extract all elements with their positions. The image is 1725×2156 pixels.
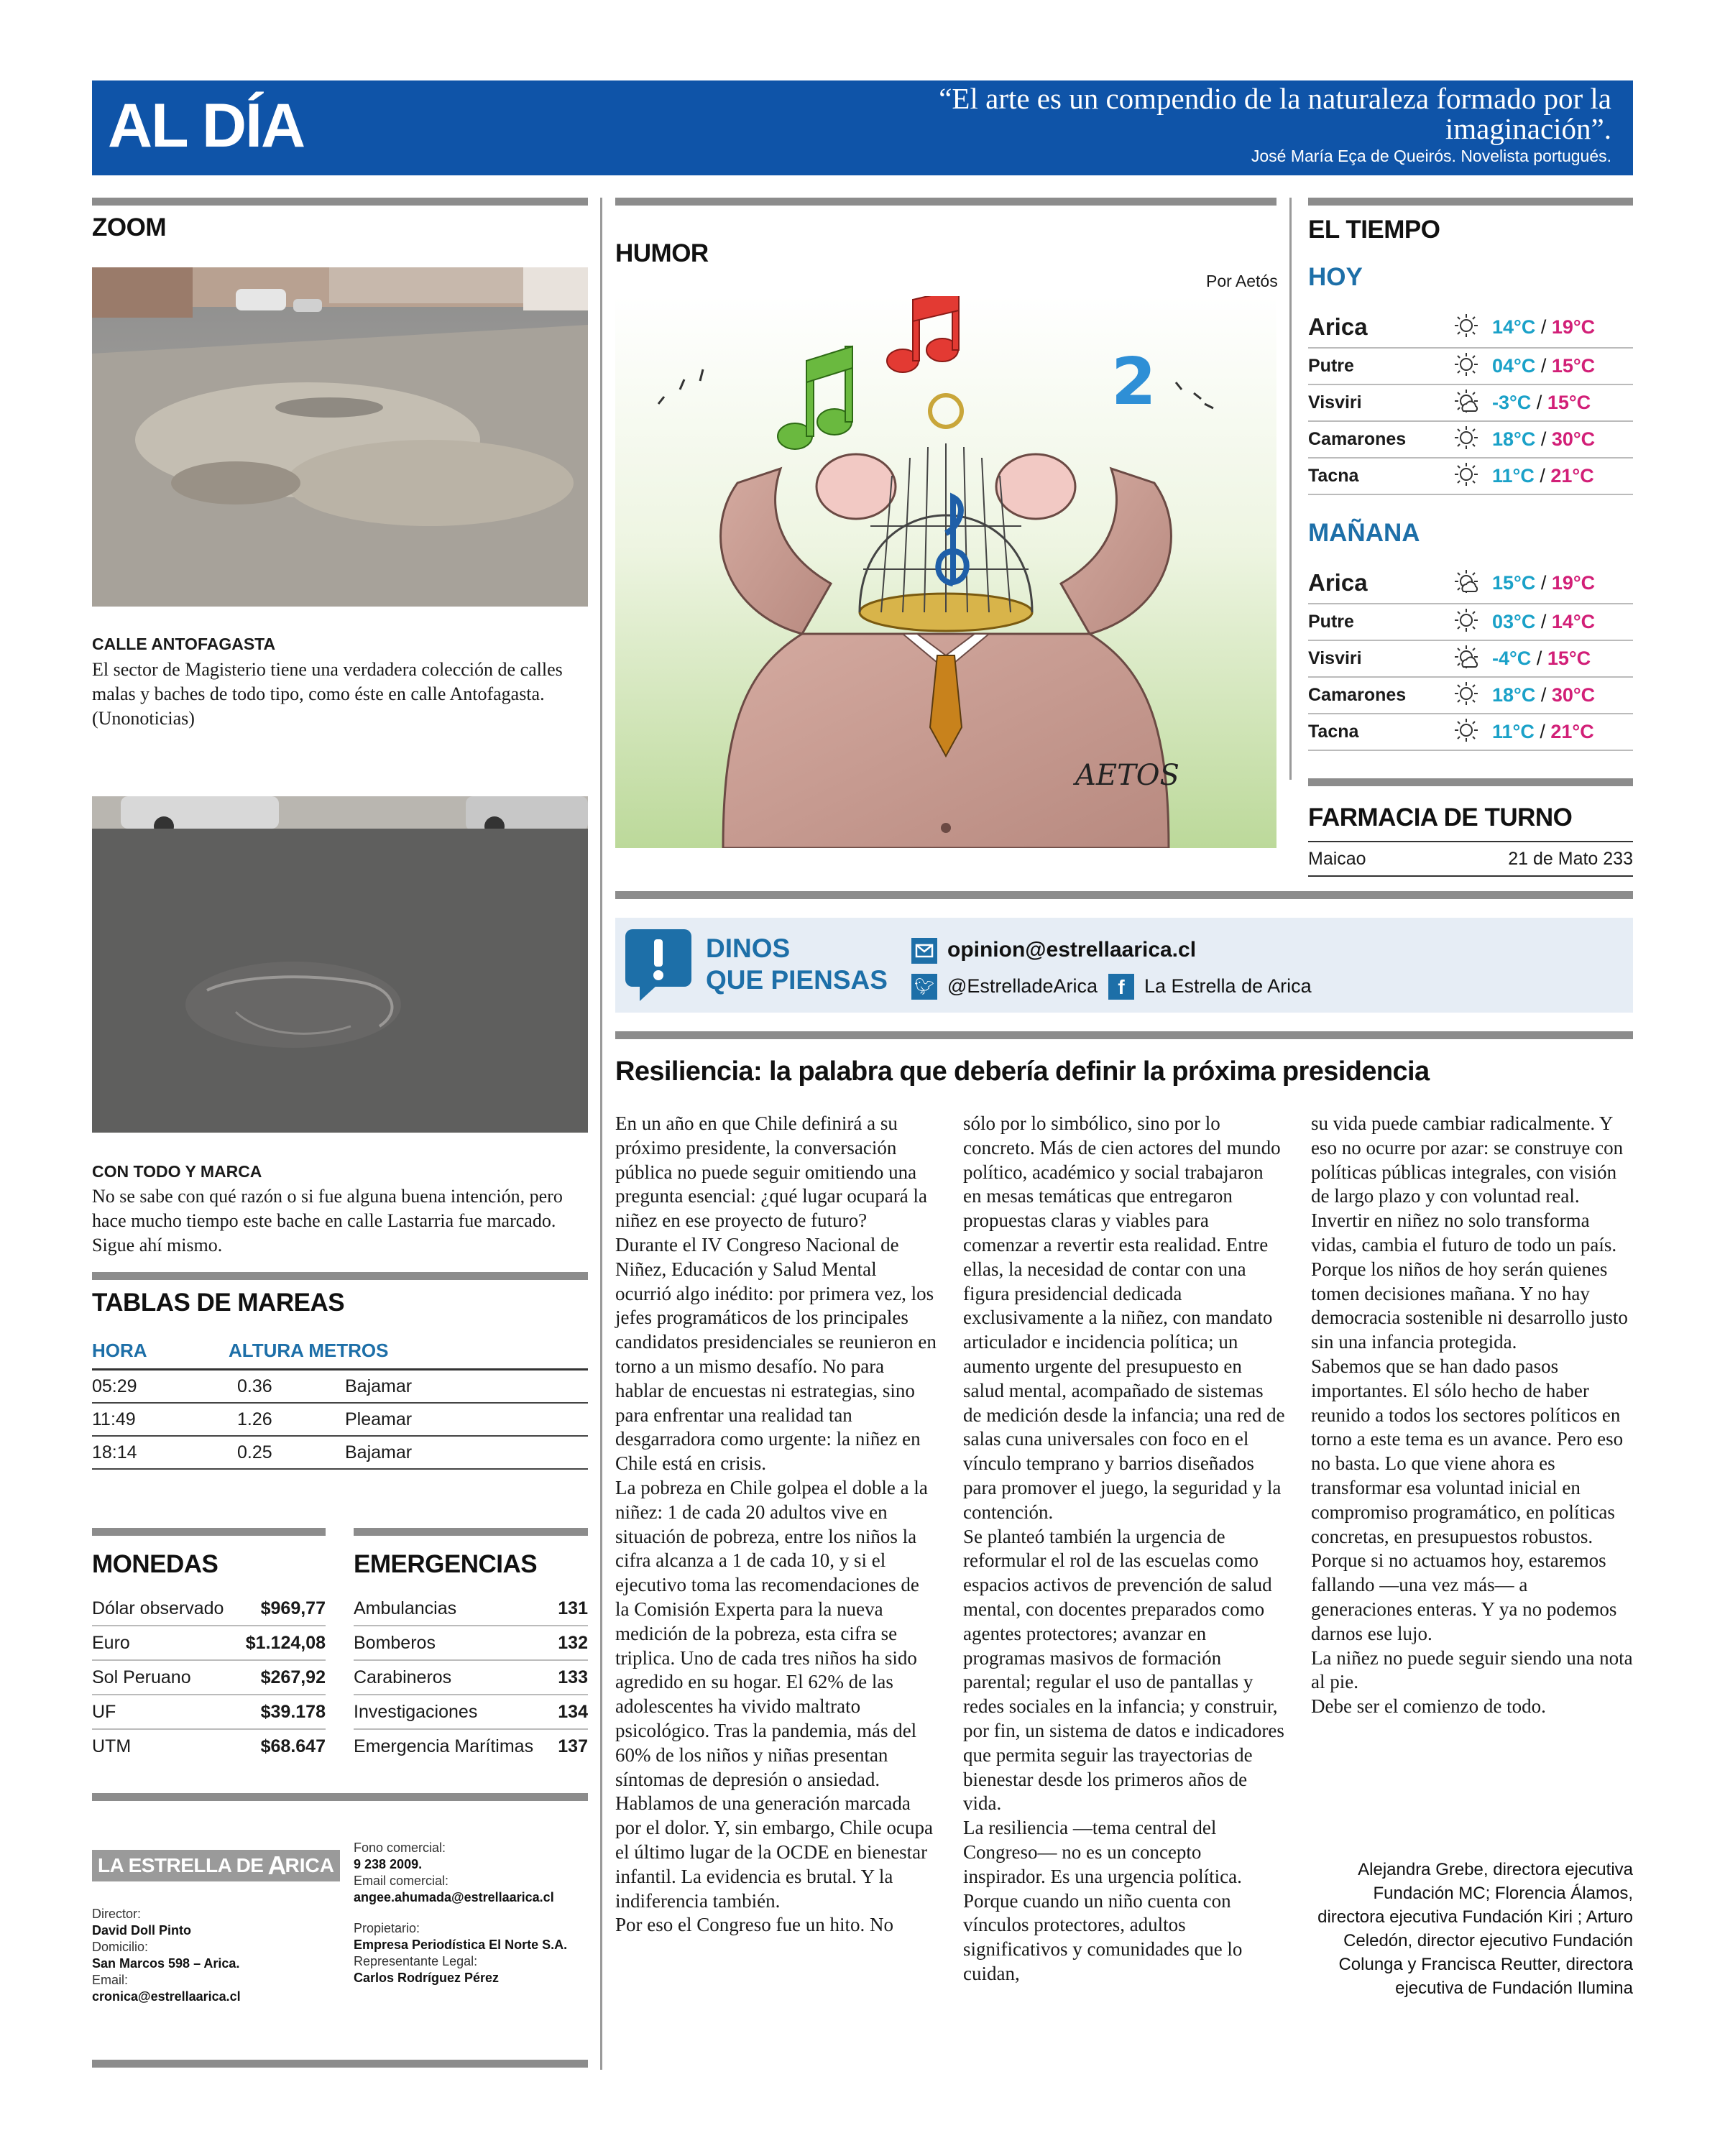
weather-city: Putre — [1308, 356, 1354, 376]
humor-cartoon — [615, 296, 1276, 848]
weather-city: Putre — [1308, 612, 1354, 632]
email-icon — [911, 938, 937, 964]
emergencias-title: EMERGENCIAS — [354, 1550, 538, 1578]
moneda-name: Euro — [92, 1632, 130, 1653]
temp-separator: / — [1534, 465, 1551, 487]
tide-altura: 1.26 — [237, 1409, 272, 1429]
tides-title: TABLAS DE MAREAS — [92, 1289, 345, 1317]
temp-min: 03°C — [1492, 611, 1536, 632]
dinos-facebook-link[interactable]: La Estrella de Arica — [1144, 975, 1312, 997]
partly-cloudy-icon — [1452, 387, 1492, 419]
masthead-left-info — [92, 1906, 336, 2005]
weather-city: Tacna — [1308, 466, 1359, 486]
temp-separator: / — [1534, 721, 1551, 742]
zoom-title: ZOOM — [92, 213, 166, 241]
cartoon-signature: AETOS — [1075, 759, 1179, 792]
weather-city: Arica — [1308, 569, 1368, 596]
emergencia-row — [354, 1592, 588, 1626]
article-paragraph: La pobreza en Chile golpea el doble a la niñez: 1 de cada 20 adultos vive en situación de pobreza, entre los niños la cifra alcanza a 1 de cada 10, y si el ejecutivo toma las recomendaciones de la Comisión Experta para la nueva medición de la pobreza, esta cifra se triplica. Uno de cada tres niños ha sido agredido en su hogar. El 62% de las adolescentes ha vivido maltrato psicológico. Tras la pandemia, más del 60% de los niños y niñas presentan síntomas de depresión o ansiedad. Hablamos de una generación marcada por el dolor. Y, sin embargo, Chile ocupa el último lugar de la OCDE en bienestar infantil. La evidencia es brutal. Y la indiferencia también. — [615, 1476, 933, 1912]
weather-row-manana — [1308, 714, 1633, 751]
farmacia-row — [1308, 841, 1633, 877]
temp-separator: / — [1535, 611, 1552, 632]
tide-altura: 0.36 — [237, 1376, 272, 1396]
temp-separator: / — [1535, 355, 1552, 377]
email-label: Email: — [92, 1973, 129, 1987]
rep: Carlos Rodríguez Pérez — [354, 1971, 500, 1985]
emergencias-top-rule — [354, 1528, 588, 1536]
zoom-photo-antofagasta — [92, 267, 588, 607]
article-paragraph: Sabemos que se han dado pasos importantes. El sólo hecho de haber reunido a todos los sectores políticos en torno a este tema es un avance. Pero eso no basta. Lo que viene ahora es transformar esa voluntad inicial en compromiso programático, en políticas concretas, en presupuestos robustos. Porque si no actuamos hoy, estaremos fallando —una vez más— a generaciones enteras. Y ya no podemos darnos ese lujo. — [1311, 1355, 1624, 1644]
emergencia-number: 137 — [558, 1736, 588, 1756]
moneda-name: Dólar observado — [92, 1598, 224, 1618]
temp-separator: / — [1531, 648, 1547, 669]
sun-icon — [1452, 423, 1492, 456]
temp-min: 14°C — [1492, 315, 1536, 338]
moneda-row — [92, 1730, 326, 1763]
temp-min: 04°C — [1492, 355, 1536, 377]
emergencia-name: Carabineros — [354, 1667, 452, 1687]
article-column-2 — [963, 1112, 1285, 1986]
masthead-bottom-rule — [92, 2060, 588, 2068]
weather-row-hoy — [1308, 385, 1633, 422]
propietario-label: Propietario: — [354, 1921, 420, 1935]
emergencia-number: 134 — [558, 1701, 588, 1722]
emergencia-number: 132 — [558, 1632, 588, 1653]
temp-separator: / — [1535, 428, 1552, 450]
article-paragraph: su vida puede cambiar radicalmente. Y eso no ocurre por azar: se construye con políticas públicas integrales, con visión de largo plazo y con voluntad real. — [1311, 1112, 1624, 1207]
moneda-value: $267,92 — [260, 1667, 326, 1687]
temp-max: 15°C — [1551, 355, 1596, 377]
emergencia-number: 133 — [558, 1667, 588, 1687]
dinos-top-rule — [615, 891, 1633, 899]
weather-row-manana — [1308, 641, 1633, 678]
zoom-caption-title-1: CALLE ANTOFAGASTA — [92, 635, 276, 653]
sun-icon — [1452, 350, 1492, 382]
emergencia-row — [354, 1661, 588, 1695]
propietario: Empresa Periodística El Norte S.A. — [354, 1938, 568, 1952]
tide-hora: 05:29 — [92, 1376, 137, 1396]
emergencia-number: 131 — [558, 1598, 588, 1618]
emergencia-name: Ambulancias — [354, 1598, 457, 1618]
temp-min: 15°C — [1492, 571, 1536, 594]
humor-title: HUMOR — [615, 239, 709, 267]
dinos-email-link[interactable]: opinion@estrellaarica.cl — [947, 938, 1197, 962]
fono: 9 238 2009. — [354, 1857, 423, 1871]
temp-max: 30°C — [1551, 428, 1596, 450]
sun-icon — [1452, 311, 1492, 344]
zoom-photo-lastarria — [92, 796, 588, 1133]
tide-hora: 11:49 — [92, 1409, 136, 1429]
temp-min: 18°C — [1492, 428, 1536, 450]
article-signature: Alejandra Grebe, directora ejecutiva Fundación MC; Florencia Álamos, directora ejecutiva Fundación Kiri ; Arturo Celedón, director ejecutivo Fundación Colunga y Francisca Reutter, directora ejecutiva de Fundación Ilumina — [1317, 1860, 1633, 1998]
weather-row-manana — [1308, 563, 1633, 604]
fono-label: Fono comercial: — [354, 1841, 446, 1855]
twitter-icon: 🐦︎ — [911, 974, 937, 1000]
emergencia-row — [354, 1626, 588, 1661]
emergencia-name: Emergencia Marítimas — [354, 1736, 534, 1756]
temp-max: 21°C — [1550, 721, 1594, 742]
temp-max: 14°C — [1551, 611, 1596, 632]
temp-separator: / — [1535, 684, 1552, 706]
domicilio-label: Domicilio: — [92, 1940, 149, 1954]
dinos-twitter-link[interactable]: @EstrelladeArica — [947, 975, 1098, 997]
temp-max: 19°C — [1551, 571, 1596, 594]
temp-separator: / — [1535, 315, 1552, 338]
header-quote: “El arte es un compendio de la naturaleza formado por la imaginación”. — [939, 82, 1611, 145]
dinos-banner — [615, 918, 1633, 1013]
farmacia-name: Maicao — [1308, 848, 1366, 869]
director-label: Director: — [92, 1907, 142, 1921]
section-header-bar — [92, 80, 1633, 175]
weather-row-hoy — [1308, 459, 1633, 495]
dinos-line1: DINOS — [706, 934, 791, 963]
article-headline: Resiliencia: la palabra que debería definir la próxima presidencia — [615, 1056, 1430, 1087]
temp-separator: / — [1531, 392, 1547, 413]
tide-tipo: Bajamar — [345, 1376, 413, 1396]
temp-max: 15°C — [1547, 392, 1591, 413]
emergencia-row — [354, 1695, 588, 1730]
email: cronica@estrellaarica.cl — [92, 1989, 241, 2004]
temp-max: 21°C — [1550, 465, 1594, 487]
column-divider-left — [600, 198, 602, 2070]
article-paragraph: Durante el IV Congreso Nacional de Niñez, Educación y Salud Mental ocurrió algo inédito: por primera vez, los jefes programáticos de los principales candidatos presidenciales se reunieron en torno a un mismo desafío. No para hablar de encuestas ni estrategias, sino para enfrentar una realidad tan desgarradora como urgente: la niñez en Chile está en crisis. — [615, 1233, 937, 1475]
moneda-name: UF — [92, 1701, 116, 1722]
partly-cloudy-icon — [1452, 642, 1492, 675]
weather-row-manana — [1308, 604, 1633, 641]
logo-text: RICA — [285, 1854, 334, 1876]
sun-icon — [1452, 679, 1492, 711]
weather-city: Visviri — [1308, 648, 1362, 668]
temp-min: 11°C — [1492, 465, 1535, 487]
weather-row-manana — [1308, 678, 1633, 714]
weather-row-hoy — [1308, 349, 1633, 385]
moneda-value: $68.647 — [260, 1736, 326, 1756]
moneda-row — [92, 1661, 326, 1695]
farmacia-top-rule — [1308, 778, 1633, 786]
article-top-rule — [615, 1031, 1633, 1039]
tides-col-altura: ALTURA METROS — [229, 1340, 389, 1361]
column-divider-right — [1289, 198, 1292, 780]
weather-city: Camarones — [1308, 429, 1407, 449]
article-column-1 — [615, 1112, 937, 1938]
weather-row-hoy — [1308, 307, 1633, 349]
moneda-value: $39.178 — [260, 1701, 326, 1722]
header-quote-author: José María Eça de Queirós. Novelista portugués. — [1251, 147, 1611, 165]
tide-altura: 0.25 — [237, 1442, 272, 1462]
emergencia-name: Investigaciones — [354, 1701, 478, 1722]
logo-a-icon: A — [267, 1851, 287, 1880]
email-com-label: Email comercial: — [354, 1874, 449, 1888]
article-paragraph: La resiliencia —tema central del Congreso— no es un concepto inspirador. Es una urgencia política. Porque cuando un niño cuenta con vínculos protectores, adultos significativos y comunidades que lo cuidan, — [963, 1817, 1243, 1984]
tide-hora: 18:14 — [92, 1442, 137, 1462]
weather-hoy-label: HOY — [1308, 263, 1363, 291]
facebook-icon: f — [1108, 974, 1134, 1000]
weather-top-rule — [1308, 198, 1633, 206]
tides-header-row — [92, 1337, 588, 1370]
tides-top-rule — [92, 1272, 588, 1280]
moneda-name: Sol Peruano — [92, 1667, 191, 1687]
sun-icon — [1452, 716, 1492, 748]
monedas-title: MONEDAS — [92, 1550, 218, 1578]
tide-row — [92, 1404, 588, 1437]
article-paragraph: sólo por lo simbólico, sino por lo concreto. Más de cien actores del mundo político, académico y social trabajaron en mesas temáticas que entregaron propuestas claras y viables para comenzar a revertir esta realidad. Entre ellas, la necesidad de contar con una figura presidencial dedicada exclusivamente a la niñez, con mandato articulador e incidencia política; un aumento urgente del presupuesto en salud mental, acompañado de sistemas de medición desde la infancia; una red de salas cuna universales con foco en el vínculo temprano y barrios diseñados para promover el juego, la seguridad y la contención. — [963, 1112, 1285, 1523]
section-title: AL DÍA — [108, 91, 305, 160]
weather-city: Visviri — [1308, 392, 1362, 413]
temp-separator: / — [1535, 571, 1552, 594]
moneda-row — [92, 1592, 326, 1626]
weather-city: Arica — [1308, 313, 1368, 340]
tide-row — [92, 1437, 588, 1470]
moneda-name: UTM — [92, 1736, 132, 1756]
weather-city: Camarones — [1308, 685, 1407, 705]
zoom-top-rule — [92, 198, 588, 206]
temp-max: 19°C — [1551, 315, 1596, 338]
farmacia-address: 21 de Mato 233 — [1508, 848, 1633, 869]
weather-row-hoy — [1308, 422, 1633, 459]
speech-bubble-icon — [625, 929, 691, 1001]
moneda-value: $1.124,08 — [245, 1632, 326, 1653]
moneda-value: $969,77 — [260, 1598, 326, 1618]
article-paragraph: Se planteó también la urgencia de reformular el rol de las escuelas como espacios activos de prevención de salud mental, con docentes preparados como agentes protectores; avanzar en programas masivos de formación parental; regular el uso de pantallas y redes sociales en la infancia; y construir, por fin, un sistema de datos e indicadores que permita seguir las trayectorias de bienestar desde los primeros años de vida. — [963, 1525, 1284, 1815]
monedas-top-rule — [92, 1528, 326, 1536]
partly-cloudy-icon — [1452, 567, 1492, 599]
tides-col-hora: HORA — [92, 1340, 147, 1361]
emergencia-name: Bomberos — [354, 1632, 436, 1653]
moneda-row — [92, 1695, 326, 1730]
tide-tipo: Pleamar — [345, 1409, 413, 1429]
domicilio: San Marcos 598 – Arica. — [92, 1956, 240, 1971]
moneda-row — [92, 1626, 326, 1661]
zoom-caption-text-2: No se sabe con qué razón o si fue alguna buena intención, pero hace mucho tiempo este bache en calle Lastarria fue marcado. Sigue ahí mismo. — [92, 1186, 563, 1256]
humor-byline: Por Aetós — [1206, 272, 1278, 290]
weather-city: Tacna — [1308, 722, 1359, 742]
rep-label: Representante Legal: — [354, 1954, 478, 1968]
tide-row — [92, 1370, 588, 1404]
weather-manana-label: MAÑANA — [1308, 519, 1420, 547]
sun-icon — [1452, 606, 1492, 638]
humor-top-rule — [615, 198, 1276, 206]
article-column-3 — [1311, 1112, 1633, 1719]
article-paragraph: Por eso el Congreso fue un hito. No — [615, 1914, 893, 1936]
dinos-line2: QUE PIENSAS — [706, 965, 888, 995]
zoom-caption-text-1: El sector de Magisterio tiene una verdadera colección de calles malas y baches de todo tipo, como éste en calle Antofagasta. (Unonoticias) — [92, 659, 563, 729]
masthead-right-info — [354, 1840, 591, 1986]
svg-text:2: 2 — [1111, 344, 1156, 420]
temp-min: -3°C — [1492, 392, 1532, 413]
temp-min: 11°C — [1492, 721, 1535, 742]
article-paragraph: Invertir en niñez no solo transforma vidas, cambia el futuro de todo un país. Porque los niños de hoy serán quienes tomen decisiones mañana. Y no hay democracia sostenible ni desarrollo justo sin una infancia protegida. — [1311, 1210, 1628, 1353]
farmacia-title: FARMACIA DE TURNO — [1308, 803, 1573, 831]
article-paragraph: En un año en que Chile definirá a su próximo presidente, la conversación pública no puede seguir omitiendo una pregunta esencial: ¿qué lugar ocupará la niñez en ese proyecto de futuro? — [615, 1112, 928, 1232]
email-com: angee.ahumada@estrellaarica.cl — [354, 1890, 554, 1904]
director-name: David Doll Pinto — [92, 1923, 192, 1938]
estrella-logo — [92, 1850, 340, 1881]
weather-title: EL TIEMPO — [1308, 216, 1440, 244]
article-paragraph: Debe ser el comienzo de todo. — [1311, 1695, 1546, 1718]
article-paragraph: La niñez no puede seguir siendo una nota al pie. — [1311, 1646, 1633, 1693]
tide-tipo: Bajamar — [345, 1442, 413, 1462]
logo-text: LA ESTRELLA DE — [98, 1854, 264, 1876]
temp-max: 30°C — [1551, 684, 1596, 706]
zoom-caption-title-2: CON TODO Y MARCA — [92, 1162, 262, 1181]
temp-min: 18°C — [1492, 684, 1536, 706]
temp-max: 15°C — [1547, 648, 1591, 669]
masthead-top-rule — [92, 1793, 588, 1801]
emergencia-row — [354, 1730, 588, 1763]
sun-icon — [1452, 460, 1492, 492]
temp-min: -4°C — [1492, 648, 1532, 669]
